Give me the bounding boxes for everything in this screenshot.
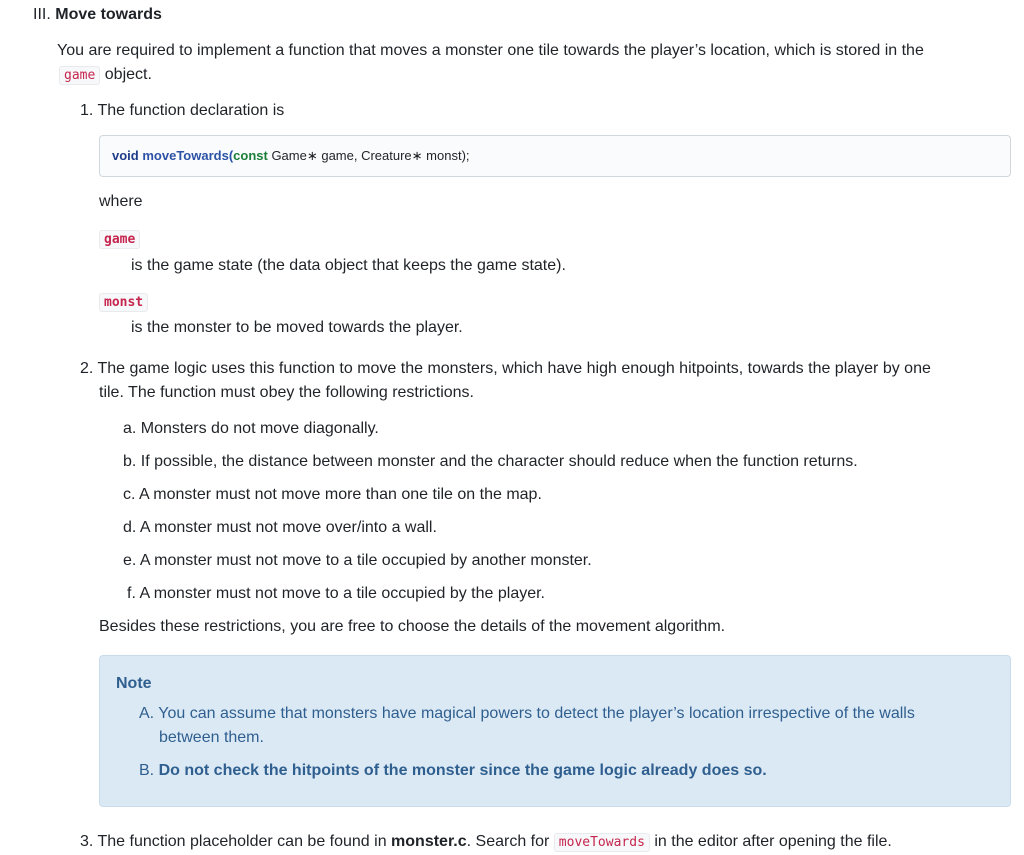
inline-code-game-term: game <box>99 230 140 249</box>
restriction-marker: d. <box>123 519 137 536</box>
restriction-text: A monster must not move over/into a wall. <box>139 519 437 536</box>
def-term-monst <box>99 290 148 315</box>
restriction-item <box>123 483 542 507</box>
note-b-text: Do not check the hitpoints of the monster since the game logic already does so. <box>158 762 767 779</box>
restriction-item <box>123 450 858 474</box>
section-number: III. <box>33 6 51 23</box>
note-title: Note <box>116 675 152 692</box>
def-desc-game: is the game state (the data object that keeps the game state). <box>131 257 566 274</box>
section-heading <box>33 3 162 27</box>
item2-text-line1: The game logic uses this function to move the monsters, which have high enough hitpoints, towards the player by one <box>97 360 931 377</box>
section-title: Move towards <box>55 6 162 23</box>
item3-text-middle: . Search for <box>466 833 550 850</box>
restriction-text: Monsters do not move diagonally. <box>140 420 379 437</box>
note-marker: A. <box>139 705 155 722</box>
restriction-text: If possible, the distance between monster and the character should reduce when the function returns. <box>140 453 858 470</box>
restriction-item <box>127 582 545 606</box>
code-block-declaration <box>99 135 1011 177</box>
item2-text-line2: tile. The function must obey the following restrictions. <box>99 384 474 401</box>
restriction-text: A monster must not move to a tile occupied by another monster. <box>139 552 592 569</box>
note-item-b <box>139 759 767 783</box>
code-function-name: moveTowards <box>142 148 229 163</box>
note-a-text-line1: You can assume that monsters have magical powers to detect the player’s location irrespective of the walls <box>158 705 915 722</box>
note-item-a <box>139 702 999 750</box>
restriction-marker: a. <box>123 420 137 437</box>
def-desc-monst: is the monster to be moved towards the player. <box>131 319 463 336</box>
item3-text-end: in the editor after opening the file. <box>654 833 892 850</box>
intro-paragraph <box>57 39 1007 88</box>
list-item-3 <box>80 830 1020 855</box>
restriction-item <box>123 417 379 441</box>
where-label: where <box>99 193 143 210</box>
restriction-text: A monster must not move more than one tile on the map. <box>139 486 542 503</box>
note-callout <box>99 655 1011 807</box>
restriction-marker: e. <box>123 552 137 569</box>
besides-paragraph: Besides these restrictions, you are free to choose the details of the movement algorithm. <box>99 618 726 635</box>
list-marker: 1. <box>80 102 94 119</box>
code-keyword-const: const <box>233 148 268 163</box>
restriction-marker: b. <box>123 453 137 470</box>
restriction-item <box>123 549 592 573</box>
list-item-2 <box>80 357 1010 381</box>
intro-text-end: object. <box>104 66 152 83</box>
restriction-item <box>123 516 437 540</box>
note-a-text-line2: between them. <box>159 729 264 746</box>
list-item-1 <box>80 99 284 123</box>
note-marker: B. <box>139 762 155 779</box>
intro-text: You are required to implement a function that moves a monster one tile towards the player’s location, which is stored in the <box>57 42 924 59</box>
inline-code-movetowards: moveTowards <box>554 833 650 852</box>
list-marker: 3. <box>80 833 94 850</box>
restriction-text: A monster must not move to a tile occupied by the player. <box>139 585 545 602</box>
item1-text: The function declaration is <box>97 102 285 119</box>
restriction-marker: c. <box>123 486 136 503</box>
list-marker: 2. <box>80 360 94 377</box>
restriction-marker: f. <box>127 585 136 602</box>
code-paren: ( <box>228 148 234 163</box>
inline-code-monst-term: monst <box>99 293 148 312</box>
inline-code-game: game <box>59 66 100 85</box>
def-term-game <box>99 227 140 252</box>
code-keyword-void: void <box>112 148 139 163</box>
file-name: monster.c <box>391 833 467 850</box>
code-params: Game∗ game, Creature∗ monst); <box>267 148 470 163</box>
item3-text: The function placeholder can be found in <box>97 833 387 850</box>
